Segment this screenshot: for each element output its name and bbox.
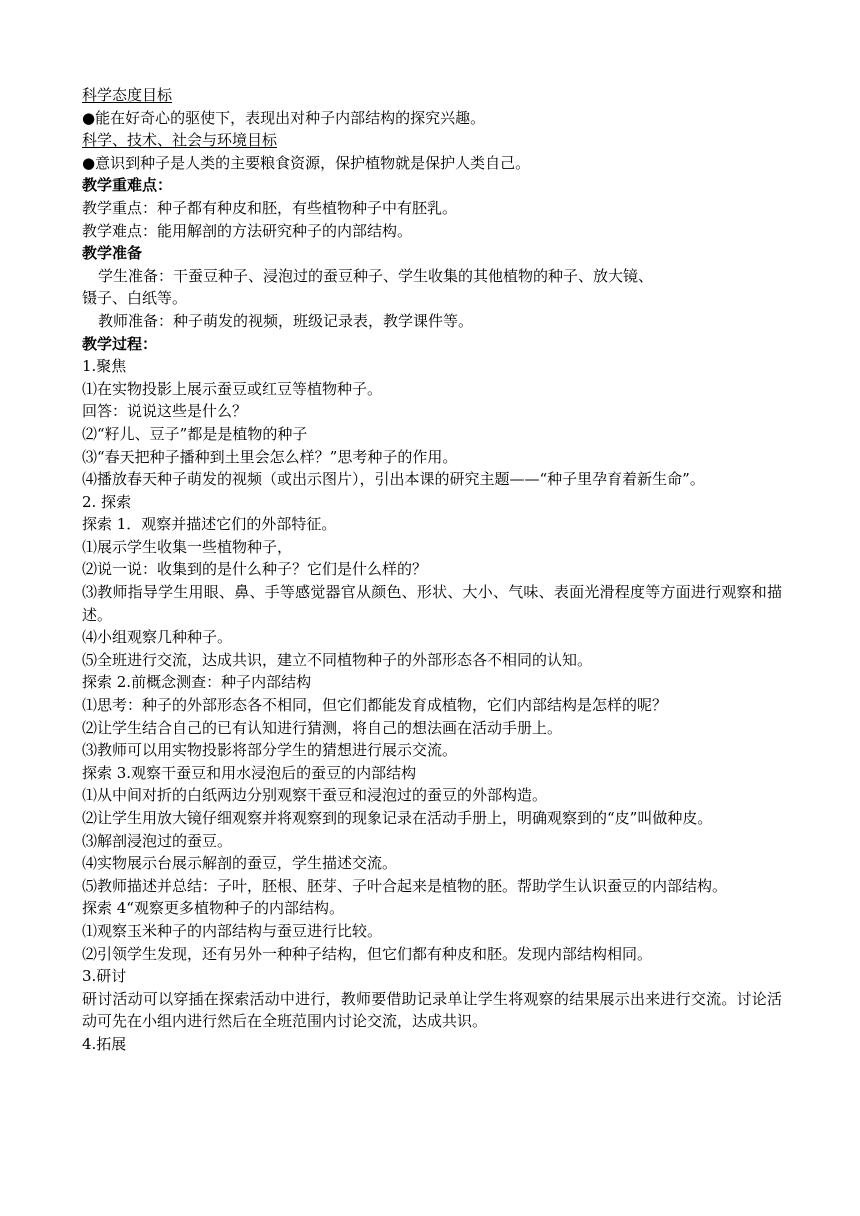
text-line: 教学重点：种子都有种皮和胚，有些植物种子中有胚乳。 <box>82 198 458 217</box>
text-line: ⑶教师可以用实物投影将部分学生的猜想进行展示交流。 <box>82 741 458 760</box>
text-line: ⑶“春天把种子播种到土里会怎么样？”思考种子的作用。 <box>82 447 458 466</box>
text-line: 回答：说说这些是什么？ <box>82 402 248 421</box>
text-line: 1.聚焦 <box>82 357 127 376</box>
text-line: 学生准备：干蚕豆种子、浸泡过的蚕豆种子、学生收集的其他植物的种子、放大镜、 <box>98 266 654 285</box>
text-line: 教学难点：能用解剖的方法研究种子的内部结构。 <box>82 221 413 240</box>
section-heading: 科学、技术、社会与环境目标 <box>82 131 278 150</box>
text-line: ⑴从中间对折的白纸两边分别观察干蚕豆和浸泡过的蚕豆的外部构造。 <box>82 786 548 805</box>
text-line: ⑴思考：种子的外部形态各不相同，但它们都能发育成植物，它们内部结构是怎样的呢？ <box>82 696 668 715</box>
text-line: ⑴在实物投影上展示蚕豆或红豆等植物种子。 <box>82 379 383 398</box>
text-line: ⑶教师指导学生用眼、鼻、手等感觉器官从颜色、形状、大小、气味、表面光滑程度等方面进行观察和描述。 <box>82 583 782 624</box>
text-line: ⑸教师描述并总结：子叶，胚根、胚芽、子叶合起来是植物的胚。帮助学生认识蚕豆的内部结构。 <box>82 876 728 895</box>
text-line: ⑷播放春天种子萌发的视频（或出示图片），引出本课的研究主题——“种子里孕育着新生命”。 <box>82 470 705 489</box>
text-line: ●能在好奇心的驱使下，表现出对种子内部结构的探究兴趣。 <box>82 108 486 127</box>
text-line: 镊子、白纸等。 <box>82 289 188 308</box>
text-line: ⑴展示学生收集一些植物种子， <box>82 537 293 556</box>
text-line: ⑵让学生用放大镜仔细观察并将观察到的现象记录在活动手册上，明确观察到的“皮”叫做种皮。 <box>82 809 713 827</box>
text-line: 探索 1．观察并描述它们的外部特征。 <box>82 515 337 534</box>
text-line: ⑶解剖浸泡过的蚕豆。 <box>82 831 233 850</box>
text-line: ⑷实物展示台展示解剖的蚕豆，学生描述交流。 <box>82 854 398 873</box>
section-heading: 教学过程： <box>82 334 158 353</box>
text-line: ⑵让学生结合自己的已有认知进行猜测，将自己的想法画在活动手册上。 <box>82 718 563 737</box>
text-line: ⑴观察玉米种子的内部结构与蚕豆进行比较。 <box>82 921 383 940</box>
text-line: ⑵说一说：收集到的是什么种子？它们是什么样的？ <box>82 560 428 579</box>
text-line: ●意识到种子是人类的主要粮食资源，保护植物就是保护人类自己。 <box>82 153 531 172</box>
text-line: 探索 2.前概念测查：种子内部结构 <box>82 673 312 692</box>
section-heading: 科学态度目标 <box>82 86 173 104</box>
text-line: 探索 4“观察更多植物种子的内部结构。 <box>82 899 344 918</box>
text-line: ⑵引领学生发现，还有另外一种种子结构，但它们都有种皮和胚。发现内部结构相同。 <box>82 944 653 963</box>
text-line: 4.拓展 <box>82 1034 127 1053</box>
text-line: 2. 探索 <box>82 492 132 511</box>
text-line: 研讨活动可以穿插在探索活动中进行，教师要借助记录单让学生将观察的结果展示出来进行交流。讨论活动可先在小组内进行然后在全班范围内讨论交流，达成共识。 <box>82 989 782 1031</box>
document-page <box>82 84 782 1056</box>
text-line: ⑵“籽儿、豆子”都是是植物的种子 <box>82 424 308 443</box>
text-line: 探索 3.观察干蚕豆和用水浸泡后的蚕豆的内部结构 <box>82 763 417 782</box>
section-heading: 教学重难点： <box>82 176 173 195</box>
text-line: 教师准备：种子萌发的视频，班级记录表，教学课件等。 <box>98 311 474 330</box>
section-heading: 教学准备 <box>82 244 143 263</box>
text-line: ⑷小组观察几种种子。 <box>82 628 233 647</box>
text-line: 3.研讨 <box>82 967 127 986</box>
text-line: ⑸全班进行交流，达成共识，建立不同植物种子的外部形态各不相同的认知。 <box>82 650 593 669</box>
